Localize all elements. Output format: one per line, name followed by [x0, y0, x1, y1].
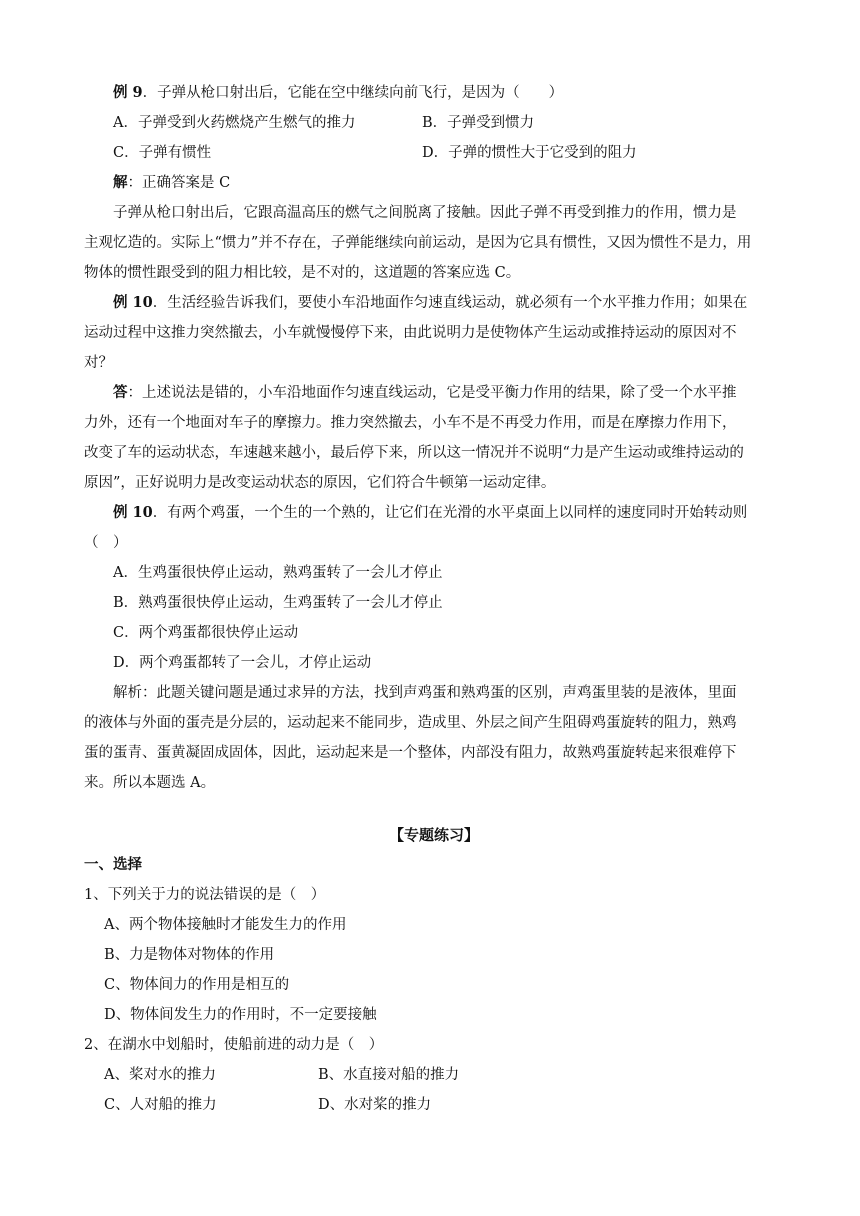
example-9-explanation-line: 子弹从枪口射出后，它跟高温高压的燃气之间脱离了接触。因此子弹不再受到推力的作用，惯力是: [113, 205, 737, 221]
example-10b-question-line: （ ）: [84, 535, 128, 551]
question-1-stem: 1、下列关于力的说法错误的是（ ）: [84, 887, 326, 903]
example-9-explanation-line: 物体的惯性跟受到的阻力相比较，是不对的，这道题的答案应选 C。: [84, 265, 521, 281]
example-10b-text: ．有两个鸡蛋，一个生的一个熟的，让它们在光滑的水平桌面上以同样的速度同时开始转动则: [152, 505, 748, 521]
example-9-solution: [84, 168, 784, 198]
example-9-option-c: C．子弹有惯性: [113, 145, 212, 161]
example-10a-question-line: 对？: [84, 355, 113, 371]
example-10a-answer-line: 原因”，正好说明力是改变运动状态的原因，它们符合牛顿第一运动定律。: [84, 475, 556, 491]
example-10a-label: 例 10: [113, 294, 153, 311]
question-1-option-a: A、两个物体接触时才能发生力的作用: [104, 917, 347, 933]
question-2-options-row1: [84, 1060, 784, 1090]
example-10b-analysis-line: 蛋的蛋青、蛋黄凝固成固体，因此，运动起来是一个整体，内部没有阻力，故熟鸡蛋旋转起来很难停下: [84, 745, 737, 761]
question-2-option-c: C、人对船的推力: [104, 1097, 217, 1113]
practice-heading: 【专题练习】: [388, 826, 479, 844]
example-9-option-d: D．子弹的惯性大于它受到的阻力: [422, 145, 637, 161]
example-10b-analysis-line: 的液体与外面的蛋壳是分层的，运动起来不能同步，造成里、外层之间产生阻碍鸡蛋旋转的阻力，熟鸡: [84, 715, 737, 731]
example-9-label: 例 9: [113, 84, 143, 101]
answer-text: ：上述说法是错的，小车沿地面作匀速直线运动，它是受平衡力作用的结果，除了受一个水平推: [127, 385, 737, 401]
example-9-options-row2: [84, 138, 784, 168]
example-10a-question-line: 运动过程中这推力突然撤去，小车就慢慢停下来，由此说明力是使物体产生运动或推持运动的原因对不: [84, 325, 737, 341]
example-10a-question: [84, 288, 784, 318]
question-2-options-row2: [84, 1090, 784, 1120]
example-10a-answer: [84, 378, 784, 408]
solution-text: ：正确答案是 C: [127, 175, 231, 191]
question-1-option-c: C、物体间力的作用是相互的: [104, 977, 290, 993]
example-10a-answer-line: 改变了车的运动状态，车速越来越小，最后停下来，所以这一情况并不说明“力是产生运动或维持运动的: [84, 445, 744, 461]
answer-label: 答: [113, 384, 128, 401]
example-10a-answer-line: 力外，还有一个地面对车子的摩擦力。推力突然撤去，小车不是不再受力作用，而是在摩擦力作用下，: [84, 415, 737, 431]
document-page: [84, 78, 784, 1120]
example-9-options-row1: [84, 108, 784, 138]
example-10b-analysis-line: 解析：此题关键问题是通过求异的方法，找到声鸡蛋和熟鸡蛋的区别，声鸡蛋里装的是液体，里面: [113, 685, 737, 701]
question-1-option-b: B、力是物体对物体的作用: [104, 947, 275, 963]
solution-label: 解: [113, 174, 128, 191]
example-9-text: ．子弹从枪口射出后，它能在空中继续向前飞行，是因为（ ）: [142, 85, 564, 101]
example-10b-label: 例 10: [113, 504, 153, 521]
question-1-option-d: D、物体间发生力的作用时，不一定要接触: [104, 1007, 377, 1023]
question-2-option-d: D、水对桨的推力: [318, 1097, 432, 1113]
example-10b-option-a: A．生鸡蛋很快停止运动，熟鸡蛋转了一会儿才停止: [113, 565, 443, 581]
example-9-option-b: B．子弹受到惯力: [422, 115, 535, 131]
example-9-question: [84, 78, 784, 108]
example-10a-text: ．生活经验告诉我们，要使小车沿地面作匀速直线运动，就必须有一个水平推力作用；如果在: [152, 295, 748, 311]
question-2-option-a: A、桨对水的推力: [104, 1067, 216, 1083]
example-9-explanation-line: 主观忆造的。实际上“惯力”并不存在，子弹能继续向前运动，是因为它具有惯性，又因为惯性不是力，用: [84, 235, 752, 251]
example-10b-question: [84, 498, 784, 528]
example-9-option-a: A．子弹受到火药燃烧产生燃气的推力: [113, 115, 356, 131]
question-2-option-b: B、水直接对船的推力: [318, 1067, 460, 1083]
section-heading: 一、选择: [84, 856, 142, 873]
example-10b-analysis-line: 来。所以本题选 A。: [84, 775, 216, 791]
example-10b-option-b: B．熟鸡蛋很快停止运动，生鸡蛋转了一会儿才停止: [113, 595, 443, 611]
example-10b-option-c: C．两个鸡蛋都很快停止运动: [113, 625, 299, 641]
example-10b-option-d: D．两个鸡蛋都转了一会儿，才停止运动: [113, 655, 372, 671]
question-2-stem: 2、在湖水中划船时，使船前进的动力是（ ）: [84, 1037, 384, 1053]
